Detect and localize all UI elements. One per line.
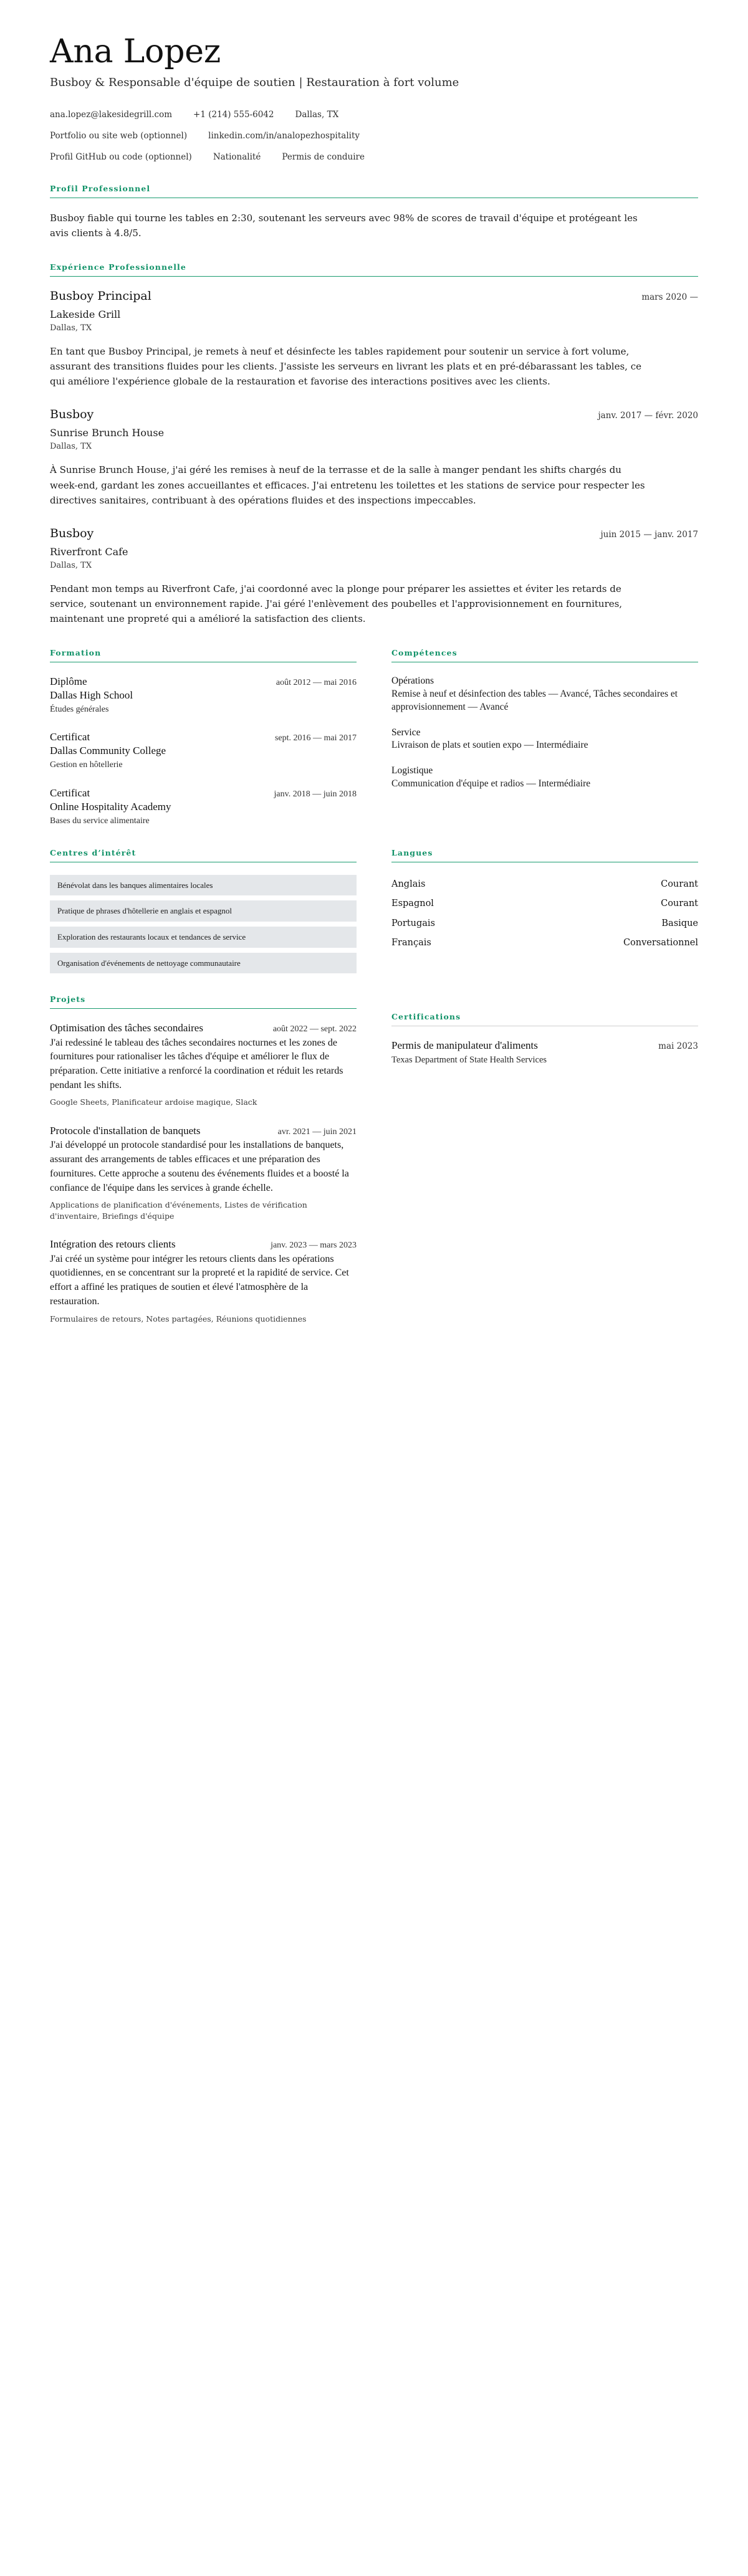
education-item: [50, 786, 357, 827]
education-school: Online Hospitality Academy: [50, 800, 171, 813]
interest-chip: Exploration des restaurants locaux et tendances de service: [50, 927, 357, 948]
interest-chip: Pratique de phrases d'hôtellerie en anglais et espagnol: [50, 900, 357, 922]
interest-chip: Bénévolat dans les banques alimentaires locales: [50, 875, 357, 896]
education-header: [50, 730, 357, 744]
experience-item: [50, 527, 698, 627]
project-description: J'ai développé un protocole standardisé pour les installations de banquets, assurant des arrangements de tables efficaces et une préparation des fournitures. Cette approche a soutenu des événements fluides et a boosté la confiance de l'équipe dans les services à grande échelle.: [50, 1140, 349, 1193]
experience-dates: mars 2020 —: [641, 292, 698, 302]
experience-header: [50, 527, 698, 541]
band-projects-certifications: [50, 995, 698, 1324]
language-level: Conversationnel: [623, 938, 698, 948]
section-projects: [50, 995, 357, 1324]
skill-group: [391, 765, 698, 791]
section-title-interests: Centres d’intérêt: [50, 847, 137, 857]
education-degree: Certificat: [50, 731, 90, 743]
certification-name: Permis de manipulateur d'aliments: [391, 1039, 538, 1052]
section-languages: [391, 848, 698, 953]
education-field: Études générales: [50, 704, 109, 714]
experience-item: [50, 289, 698, 389]
skill-category: Opérations: [391, 675, 434, 686]
education-item: [50, 675, 357, 715]
education-field: Gestion en hôtellerie: [50, 760, 123, 770]
resume-header: [50, 35, 698, 163]
section-title-summary: Profil Professionnel: [50, 184, 151, 194]
contact-row-web: [50, 130, 698, 141]
project-header: [50, 1124, 357, 1138]
column-languages: [391, 848, 698, 953]
project-name: Intégration des retours clients: [50, 1238, 176, 1251]
language-name: Anglais: [391, 879, 426, 889]
experience-location: Dallas, TX: [50, 323, 92, 333]
candidate-name: Ana Lopez: [50, 33, 221, 70]
contact-portfolio[interactable]: Portfolio ou site web (optionnel): [50, 130, 188, 141]
skill-group: [391, 727, 698, 753]
experience-organization: Lakeside Grill: [50, 308, 121, 320]
project-tools: Google Sheets, Planificateur ardoise magique, Slack: [50, 1097, 257, 1107]
band-education-skills: [50, 648, 698, 827]
experience-dates: janv. 2017 — févr. 2020: [598, 411, 698, 421]
skill-items: Livraison de plats et soutien expo — Intermédiaire: [391, 740, 588, 751]
certification-date: mai 2023: [658, 1041, 698, 1052]
column-certifications: [391, 995, 698, 1066]
skill-category: Service: [391, 727, 421, 738]
skill-category: Logistique: [391, 765, 433, 776]
project-item: [50, 1124, 357, 1221]
education-dates: sept. 2016 — mai 2017: [274, 733, 357, 743]
contact-location: Dallas, TX: [295, 109, 339, 120]
section-summary: [50, 184, 698, 241]
section-title-certifications: Certifications: [391, 1012, 461, 1022]
contact-row-extra: [50, 151, 698, 163]
experience-description: En tant que Busboy Principal, je remets à neuf et désinfecte les tables rapidement pour soutenir un service à fort volume, assurant des transitions fluides pour les clients. J'assiste les serveurs en livrant les plats et en pré-débarassant les tables, ce qui améliore l'expérience globale de la restauration et favorise des interactions positives avec les clients.: [50, 345, 641, 388]
education-header: [50, 675, 357, 689]
experience-item: [50, 408, 698, 508]
experience-location: Dallas, TX: [50, 561, 92, 571]
education-item: [50, 730, 357, 771]
skill-items: Communication d'équipe et radios — Intermédiaire: [391, 778, 591, 789]
education-dates: janv. 2018 — juin 2018: [274, 789, 357, 799]
experience-role: Busboy: [50, 527, 94, 541]
skill-group: [391, 675, 698, 714]
section-title-experience: Expérience Professionnelle: [50, 262, 186, 272]
section-title-languages: Langues: [391, 847, 433, 857]
experience-description: À Sunrise Brunch House, j'ai géré les remises à neuf de la terrasse et de la salle à manger pendant les shifts chargés du week-end, gardant les zones accueillantes et efficaces. J'ai entretenu les toilettes et les stations de service pour respecter les directives sanitaires, contribuant à des opérations fluides et des inspections impeccables.: [50, 464, 645, 506]
interest-chip: Organisation d'événements de nettoyage communautaire: [50, 953, 357, 974]
section-title-projects: Projets: [50, 995, 86, 1004]
project-dates: avr. 2021 — juin 2021: [277, 1127, 357, 1137]
section-title-skills: Compétences: [391, 647, 458, 657]
section-interests: [50, 848, 357, 973]
contact-github[interactable]: Profil GitHub ou code (optionnel): [50, 151, 192, 162]
section-divider: [50, 1008, 357, 1009]
language-name: Français: [391, 938, 431, 948]
certification-issuer: Texas Department of State Health Services: [391, 1054, 547, 1065]
project-tools: Formulaires de retours, Notes partagées, Réunions quotidiennes: [50, 1314, 307, 1324]
language-level: Courant: [661, 879, 698, 889]
contact-linkedin[interactable]: linkedin.com/in/analopezhospitality: [208, 130, 360, 141]
language-row: [391, 933, 698, 953]
section-experience: [50, 262, 698, 627]
band-interests-languages: [50, 848, 698, 973]
education-degree: Diplôme: [50, 675, 87, 687]
project-item: [50, 1021, 357, 1108]
experience-location: Dallas, TX: [50, 442, 92, 452]
certification-item: [391, 1039, 698, 1066]
education-school: Dallas High School: [50, 689, 133, 701]
section-divider: [50, 276, 698, 277]
section-skills: [391, 648, 698, 791]
section-certifications: [391, 1012, 698, 1066]
language-row: [391, 875, 698, 894]
contact-phone[interactable]: +1 (214) 555-6042: [193, 109, 274, 120]
experience-header: [50, 408, 698, 422]
experience-description: Pendant mon temps au Riverfront Cafe, j'ai coordonné avec la plonge pour préparer les assiettes et éviter les retards de service, soutenant un environnement rapide. J'ai géré l'enlèvement des poubelles et l'approvisionnement en fournitures, maintenant une propreté qui a amélioré la satisfaction des clients.: [50, 583, 623, 625]
contact-driving-license: Permis de conduire: [282, 151, 365, 162]
project-dates: août 2022 — sept. 2022: [272, 1024, 357, 1034]
language-row: [391, 914, 698, 933]
contact-email[interactable]: ana.lopez@lakesidegrill.com: [50, 109, 173, 120]
column-projects: [50, 995, 357, 1324]
project-tools: Applications de planification d'événements, Listes de vérification d'inventaire, Briefings d'équipe: [50, 1200, 307, 1221]
skill-items: Remise à neuf et désinfection des tables — Avancé, Tâches secondaires et approvisionnement — Avancé: [391, 688, 678, 712]
experience-organization: Riverfront Cafe: [50, 545, 128, 558]
column-education: [50, 648, 357, 827]
section-title-education: Formation: [50, 647, 102, 657]
education-school: Dallas Community College: [50, 745, 166, 757]
section-education: [50, 648, 357, 827]
project-name: Optimisation des tâches secondaires: [50, 1022, 203, 1034]
education-degree: Certificat: [50, 786, 90, 799]
education-field: Bases du service alimentaire: [50, 816, 150, 826]
project-item: [50, 1238, 357, 1324]
experience-organization: Sunrise Brunch House: [50, 427, 165, 439]
education-header: [50, 786, 357, 800]
language-level: Basique: [661, 918, 698, 928]
summary-text: Busboy fiable qui tourne les tables en 2:30, soutenant les serveurs avec 98% de scores de travail d'équipe et protégeant les avis clients à 4.8/5.: [50, 212, 638, 239]
project-dates: janv. 2023 — mars 2023: [271, 1241, 357, 1251]
candidate-headline: Busboy & Responsable d'équipe de soutien | Restauration à fort volume: [50, 76, 459, 90]
certification-header: [391, 1039, 698, 1052]
language-name: Portugais: [391, 918, 436, 928]
column-skills: [391, 648, 698, 791]
experience-role: Busboy Principal: [50, 289, 151, 303]
experience-role: Busboy: [50, 408, 94, 422]
education-dates: août 2012 — mai 2016: [276, 677, 357, 687]
project-header: [50, 1021, 357, 1035]
contact-nationality: Nationalité: [213, 151, 261, 162]
experience-header: [50, 289, 698, 304]
column-interests: [50, 848, 357, 973]
contact-row-primary: [50, 109, 698, 120]
project-header: [50, 1238, 357, 1251]
language-name: Espagnol: [391, 899, 434, 909]
experience-dates: juin 2015 — janv. 2017: [600, 530, 698, 540]
project-name: Protocole d'installation de banquets: [50, 1124, 201, 1137]
language-level: Courant: [661, 899, 698, 909]
project-description: J'ai redessiné le tableau des tâches secondaires nocturnes et les zones de fournitures pour rationaliser les tâches d'équipe et améliorer le flux de préparation. Cette initiative a renforcé la coordination et réduit les retards pendant les shifts.: [50, 1037, 343, 1090]
project-description: J'ai créé un système pour intégrer les retours clients dans les opérations quotidiennes, en se concentrant sur la propreté et la rapidité de service. Cet effort a affiné les pratiques de soutien et élevé l'atmosphère de la restauration.: [50, 1253, 349, 1307]
language-row: [391, 894, 698, 914]
